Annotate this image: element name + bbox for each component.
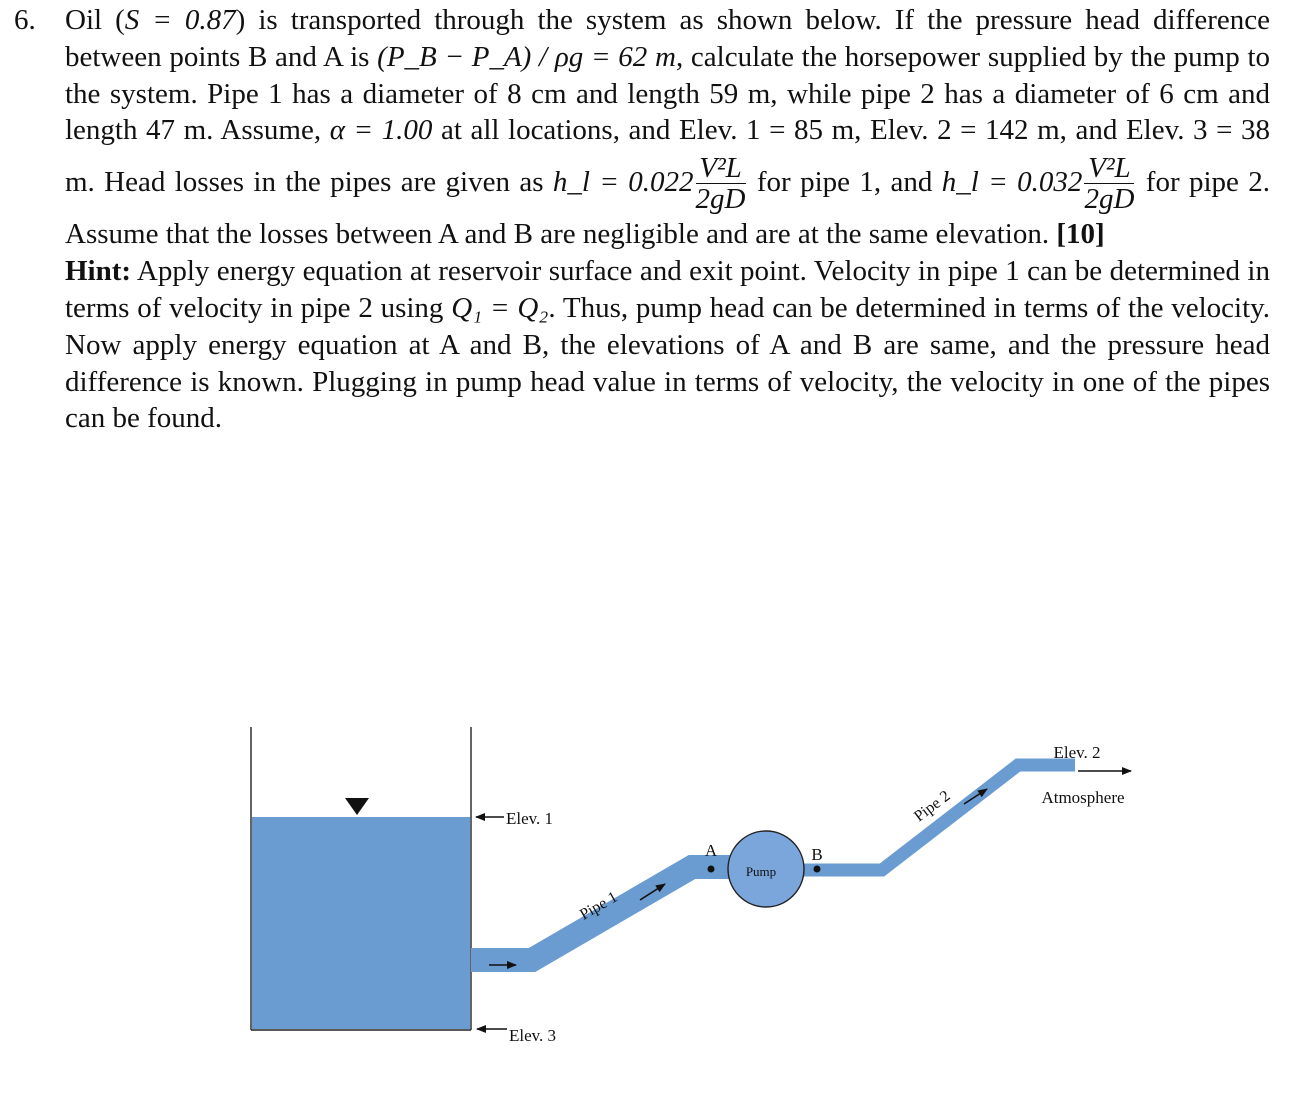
flow-equality-expression: Q₁ = Q₂ [451,291,549,324]
for-pipe-1-text: for pipe 1, and [756,166,933,199]
elev-1-label: Elev. 1 [506,809,554,828]
point-a-label: A [704,841,718,860]
free-surface-triangle-icon [345,798,369,815]
alpha-expression: α = 1.00 [329,114,433,147]
specific-gravity: S = 0.87 [124,4,236,36]
hint-text-2: . Thus, pump head can be determined in terms of the velocity. Now apply energy equation at A and B, the elevations of A and B are same, and the pressure head difference is known. Plugging in pump head value in terms of velocity, the velocity in one of the pipes can be found. [65,291,1271,435]
head-loss-2-denominator: 2gD [1084,183,1135,216]
after-sg-text: ) is transported through the system as shown below. If the pressure head difference between points B and A is [65,4,1270,73]
pipe-2 [790,765,1075,870]
head-loss-1-lhs: h_l = 0.022 [552,166,694,199]
pipe-1-label: Pipe 1 [576,888,621,924]
hint-text-1: Apply energy equation at reservoir surface and exit point. Velocity in pipe 1 can be determined in terms of velocity in pipe 2 using [65,255,1270,324]
head-loss-2-lhs: h_l = 0.032 [941,166,1083,199]
pressure-head-expression: (P_B − P_A) / ρg = 62 m [377,40,676,73]
pipe-2-label: Pipe 2 [911,787,954,826]
marks: [10] [1056,218,1105,251]
elev-3-label: Elev. 3 [509,1026,557,1045]
after-hl2-text: for pipe 2. Assume that the losses between A and B are negligible and are at the same elevation. [65,166,1271,251]
question-number: 6. [14,4,36,36]
hint-label: Hint: [65,255,132,288]
point-a-dot [708,866,715,873]
point-b-dot [814,866,821,873]
point-b-label: B [811,845,823,864]
head-loss-2-numerator: V²L [1084,153,1134,184]
reservoir-water [252,817,470,1029]
elev-2-label: Elev. 2 [1053,743,1101,762]
intro-text: Oil ( [65,4,125,36]
after-alpha-text: at all locations, and Elev. 1 = 85 m, Elev. 2 = 142 m, and Elev. 3 = 38 m. Head losses in the pipes are given as [65,114,1271,199]
atmosphere-label: Atmosphere [1041,788,1125,807]
after-pressure-text: , calculate the horsepower supplied by the pump to the system. Pipe 1 has a diameter of 8 cm and length 59 m, while pipe 2 has a diameter of 6 cm and length 47 m. Assume, [65,40,1271,147]
pipe-1 [471,867,740,960]
pump-label: Pump [745,864,777,879]
head-loss-1-numerator: V²L [696,153,746,184]
head-loss-1-denominator: 2gD [695,183,746,216]
